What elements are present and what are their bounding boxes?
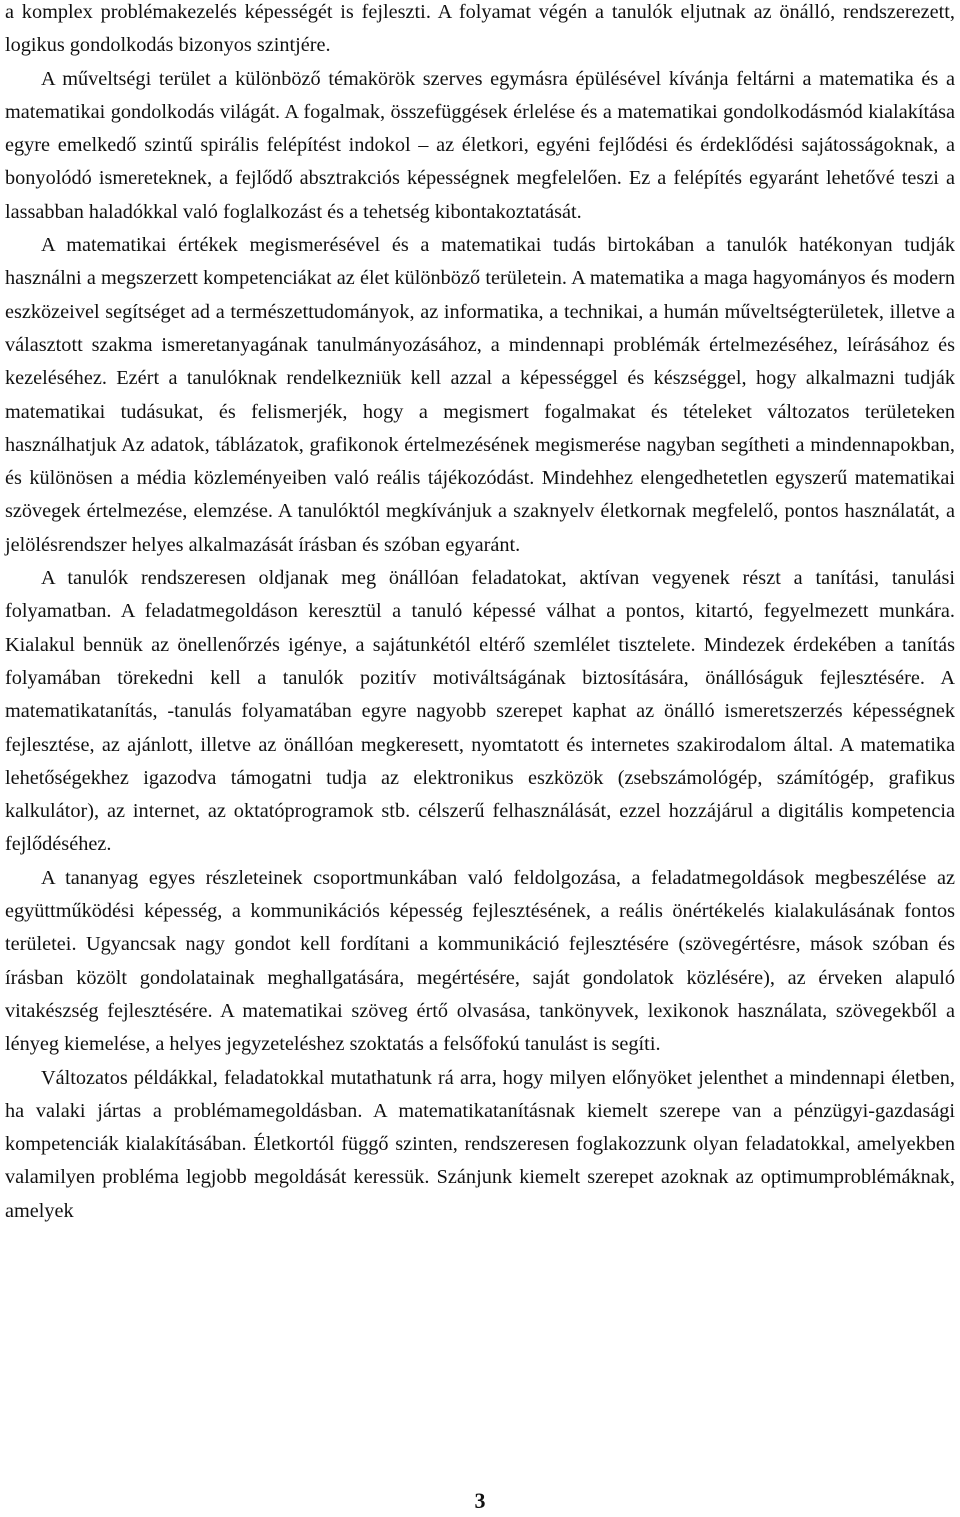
- paragraph: A matematikai értékek megismerésével és a matematikai tudás birtokában a tanulók hatékonyan tudják használni a megszerzett kompetenciákat az élet különböző területein. A matematika a maga hagyományos és modern eszközeivel segítséget ad a természettudományok, az informatika, a technikai, a humán műveltségterületek, illetve a választott szakma ismeretanyagának tanulmányozásához, a mindennapi problémák értelmezéséhez, leírásához és kezeléséhez. Ezért a tanulóknak rendelkezniük kell azzal a képességgel és készséggel, hogy alkalmazni tudják matematikai tudásukat, és felismerjék, hogy a megismert fogalmakat és tételeket változatos területeken használhatjuk Az adatok, táblázatok, grafikonok értelmezésének megismerése nagyban segítheti a mindennapokban, és különösen a média közleményeiben való reális tájékozódást. Mindehhez elengedhetetlen egyszerű matematikai szövegek értelmezése, elemzése. A tanulóktól megkívánjuk a szaknyelv életkornak megfelelő, pontos használatát, a jelölésrendszer helyes alkalmazását írásban és szóban egyaránt.: [5, 234, 955, 556]
- paragraph: a komplex problémakezelés képességét is fejleszti. A folyamat végén a tanulók eljutnak az önálló, rendszerezett, logikus gondolkodás bizonyos szintjére.: [5, 1, 955, 57]
- paragraph: A műveltségi terület a különböző témakörök szerves egymásra épülésével kívánja feltárni a matematika és a matematikai gondolkodás világát. A fogalmak, összefüggések érlelése és a matematikai gondolkodásmód kialakítása egyre emelkedő szintű spirális felépítést indokol – az életkori, egyéni fejlődési és érdeklődési sajátosságoknak, a bonyolódó ismereteknek, a fejlődő absztrakciós képességnek megfelelően. Ez a felépítés egyaránt lehetővé teszi a lassabban haladókkal való foglalkozást és a tehetség kibontakoztatását.: [5, 67, 955, 223]
- paragraph: A tananyag egyes részleteinek csoportmunkában való feldolgozása, a feladatmegoldások megbeszélése az együttműködési képesség, a kommunikációs képesség fejlesztésének, a reális önértékelés kialakulásának fontos területei. Ugyancsak nagy gondot kell fordítani a kommunikáció fejlesztésére (szövegértésre, mások szóban és írásban közölt gondolatainak meghallgatására, megértésére, saját gondolatok közlésére), az érveken alapuló vitakészség fejlesztésére. A matematikai szöveg értő olvasása, tankönyvek, lexikonok használata, szövegekből a lényeg kiemelése, a helyes jegyzeteléshez szoktatás a felsőfokú tanulást is segíti.: [5, 866, 955, 1056]
- paragraph: Változatos példákkal, feladatokkal mutathatunk rá arra, hogy milyen előnyöket jelenthet a mindennapi életben, ha valaki jártas a problémamegoldásban. A matematikatanításnak kiemelt szerepe van a pénzügyi-gazdasági kompetenciák kialakításában. Életkortól függő szinten, rendszeresen foglakozzunk olyan feladatokkal, amelyekben valamilyen probléma legjobb megoldását keressük. Szánjunk kiemelt szerepet azoknak az optimumproblémáknak, amelyek: [5, 1066, 955, 1222]
- paragraph: A tanulók rendszeresen oldjanak meg önállóan feladatokat, aktívan vegyenek részt a tanítási, tanulási folyamatban. A feladatmegoldáson keresztül a tanuló képessé válhat a pontos, kitartó, fegyelmezett munkára. Kialakul bennük az önellenőrzés igénye, a sajátunkétól eltérő szemlélet tisztelete. Mindezek érdekében a tanítás folyamában törekedni kell a tanulók pozitív motiváltságának biztosítására, önállóságuk fejlesztésére. A matematikatanítás, -tanulás folyamatában egyre nagyobb szerepet kaphat az önálló ismeretszerzés képességnek fejlesztése, az ajánlott, illetve az önállóan megkeresett, nyomtatott és internetes szakirodalom által. A matematika lehetőségekhez igazodva támogatni tudja az elektronikus eszközök (zsebszámológép, számítógép, grafikus kalkulátor), az internet, az oktatóprogramok stb. célszerű felhasználását, ezzel hozzájárul a digitális kompetencia fejlődéséhez.: [5, 567, 955, 856]
- page-number: 3: [474, 1488, 486, 1513]
- document-body: [5, 0, 955, 1228]
